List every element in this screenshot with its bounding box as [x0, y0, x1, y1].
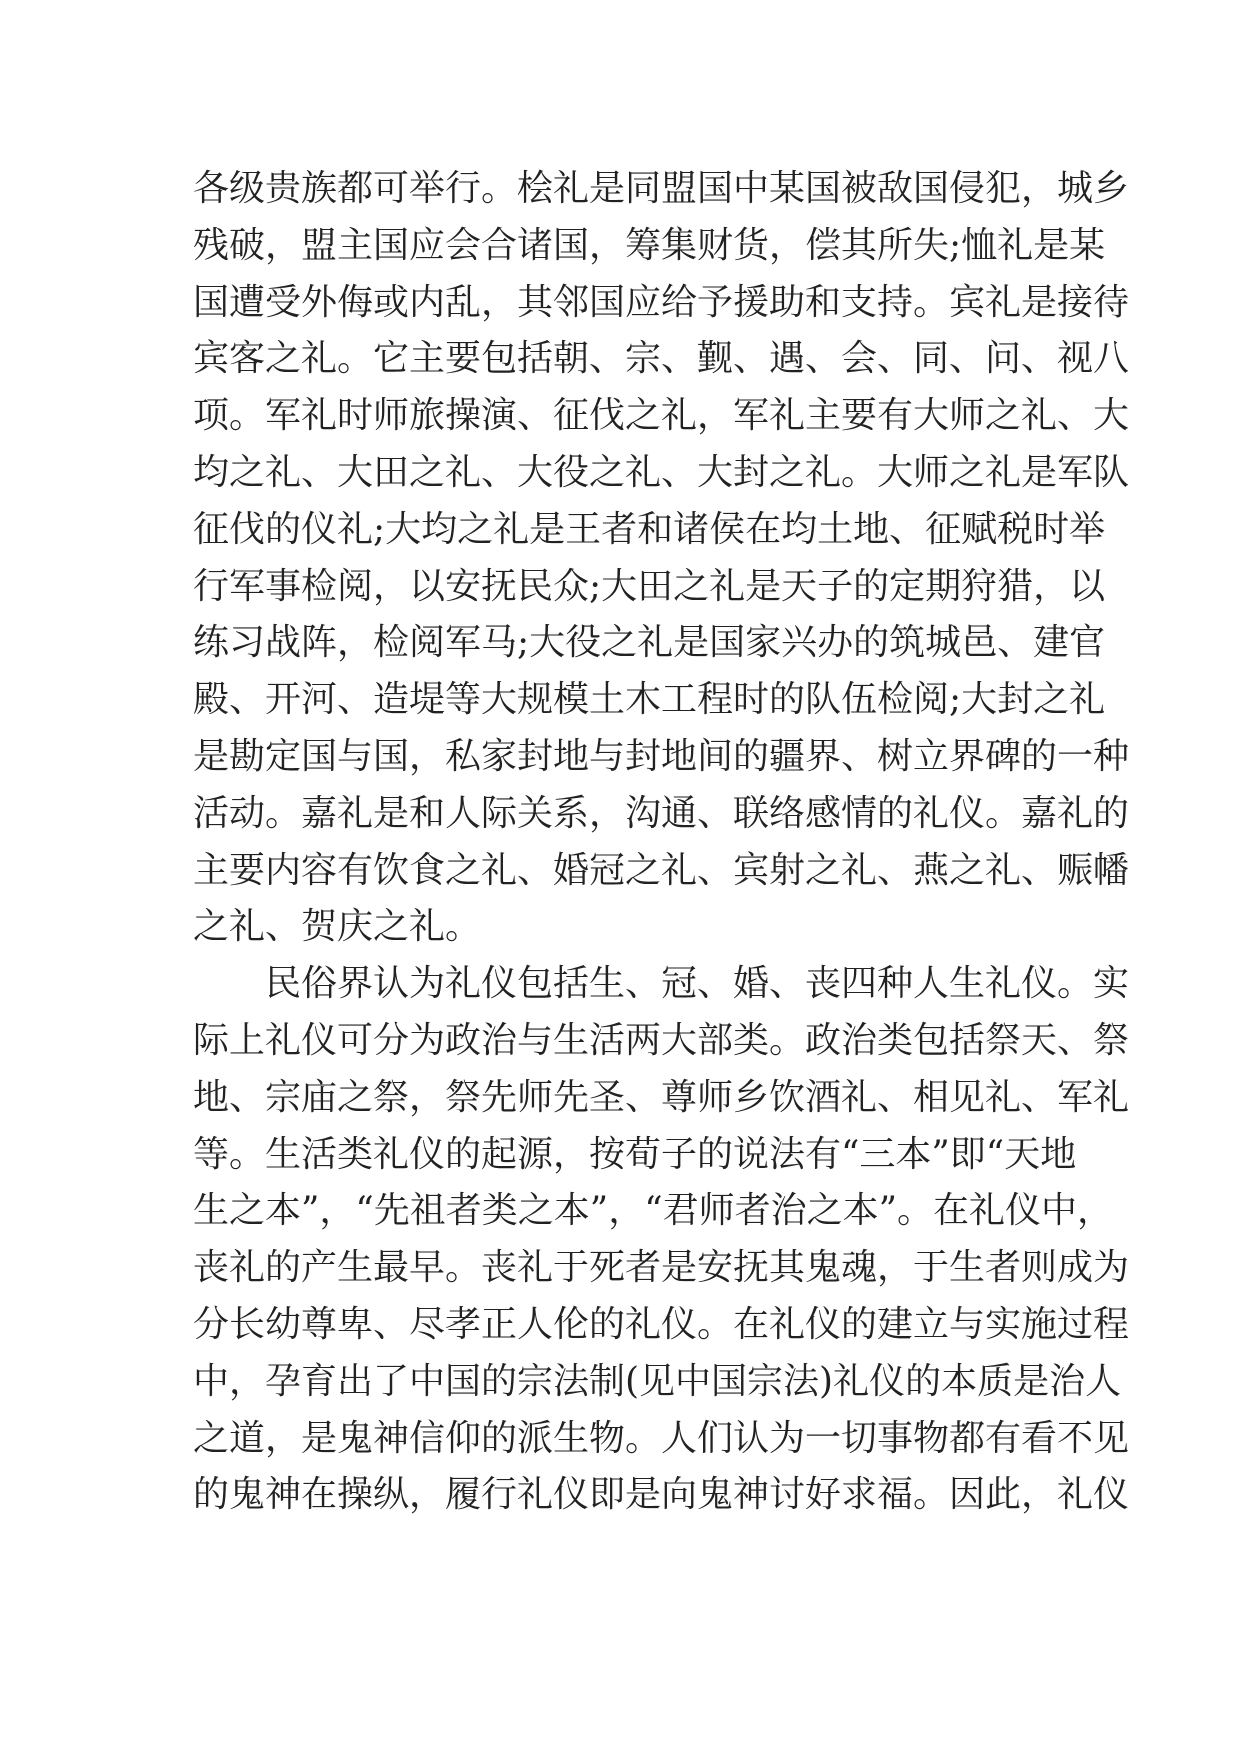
text-line: 丧礼的产生最早。丧礼于死者是安抚其鬼魂，于生者则成为	[193, 1247, 1130, 1289]
text-line: 项。军礼时师旅操演、征伐之礼，军礼主要有大师之礼、大	[193, 395, 1130, 437]
text-line: 主要内容有饮食之礼、婚冠之礼、宾射之礼、燕之礼、赈幡	[193, 849, 1130, 891]
text-line: 国遭受外侮或内乱，其邻国应给予援助和支持。宾礼是接待	[193, 281, 1130, 323]
text-line: 行军事检阅，以安抚民众;大田之礼是天子的定期狩猎，以	[193, 565, 1106, 607]
text-line: 等。生活类礼仪的起源，按荀子的说法有“三本”即“天地	[193, 1133, 1077, 1175]
text-line: 征伐的仪礼;大均之礼是王者和诸侯在均土地、征赋税时举	[193, 508, 1106, 550]
text-line: 宾客之礼。它主要包括朝、宗、觐、遇、会、同、问、视八	[193, 338, 1130, 380]
text-line: 各级贵族都可举行。桧礼是同盟国中某国被敌国侵犯，城乡	[193, 168, 1130, 209]
text-line: 生之本”，“先祖者类之本”，“君师者治之本”。在礼仪中，	[193, 1190, 1114, 1232]
text-line: 际上礼仪可分为政治与生活两大部类。政治类包括祭天、祭	[193, 1019, 1130, 1061]
text-line: 地、宗庙之祭，祭先师先圣、尊师乡饮酒礼、相见礼、军礼	[193, 1076, 1130, 1118]
text-line: 残破，盟主国应会合诸国，筹集财货，偿其所失;恤礼是某	[193, 224, 1106, 266]
text-line: 均之礼、大田之礼、大役之礼、大封之礼。大师之礼是军队	[193, 451, 1130, 493]
text-line: 练习战阵，检阅军马;大役之礼是国家兴办的筑城邑、建官	[193, 622, 1106, 664]
text-line: 中，孕育出了中国的宗法制(见中国宗法)礼仪的本质是治人	[193, 1360, 1122, 1402]
text-line: 之道，是鬼神信仰的派生物。人们认为一切事物都有看不见	[193, 1417, 1130, 1459]
text-line: 分长幼尊卑、尽孝正人伦的礼仪。在礼仪的建立与实施过程	[193, 1303, 1130, 1345]
text-line: 之礼、贺庆之礼。	[193, 906, 482, 948]
text-line: 活动。嘉礼是和人际关系，沟通、联络感情的礼仪。嘉礼的	[193, 792, 1130, 834]
text-line: 民俗界认为礼仪包括生、冠、婚、丧四种人生礼仪。实	[265, 963, 1130, 1005]
text-line: 的鬼神在操纵，履行礼仪即是向鬼神讨好求福。因此，礼仪	[193, 1474, 1130, 1516]
text-line: 殿、开河、造堤等大规模土木工程时的队伍检阅;大封之礼	[193, 679, 1106, 721]
body-text	[193, 161, 1130, 1524]
text-line: 是勘定国与国，私家封地与封地间的疆界、树立界碑的一种	[193, 735, 1130, 777]
